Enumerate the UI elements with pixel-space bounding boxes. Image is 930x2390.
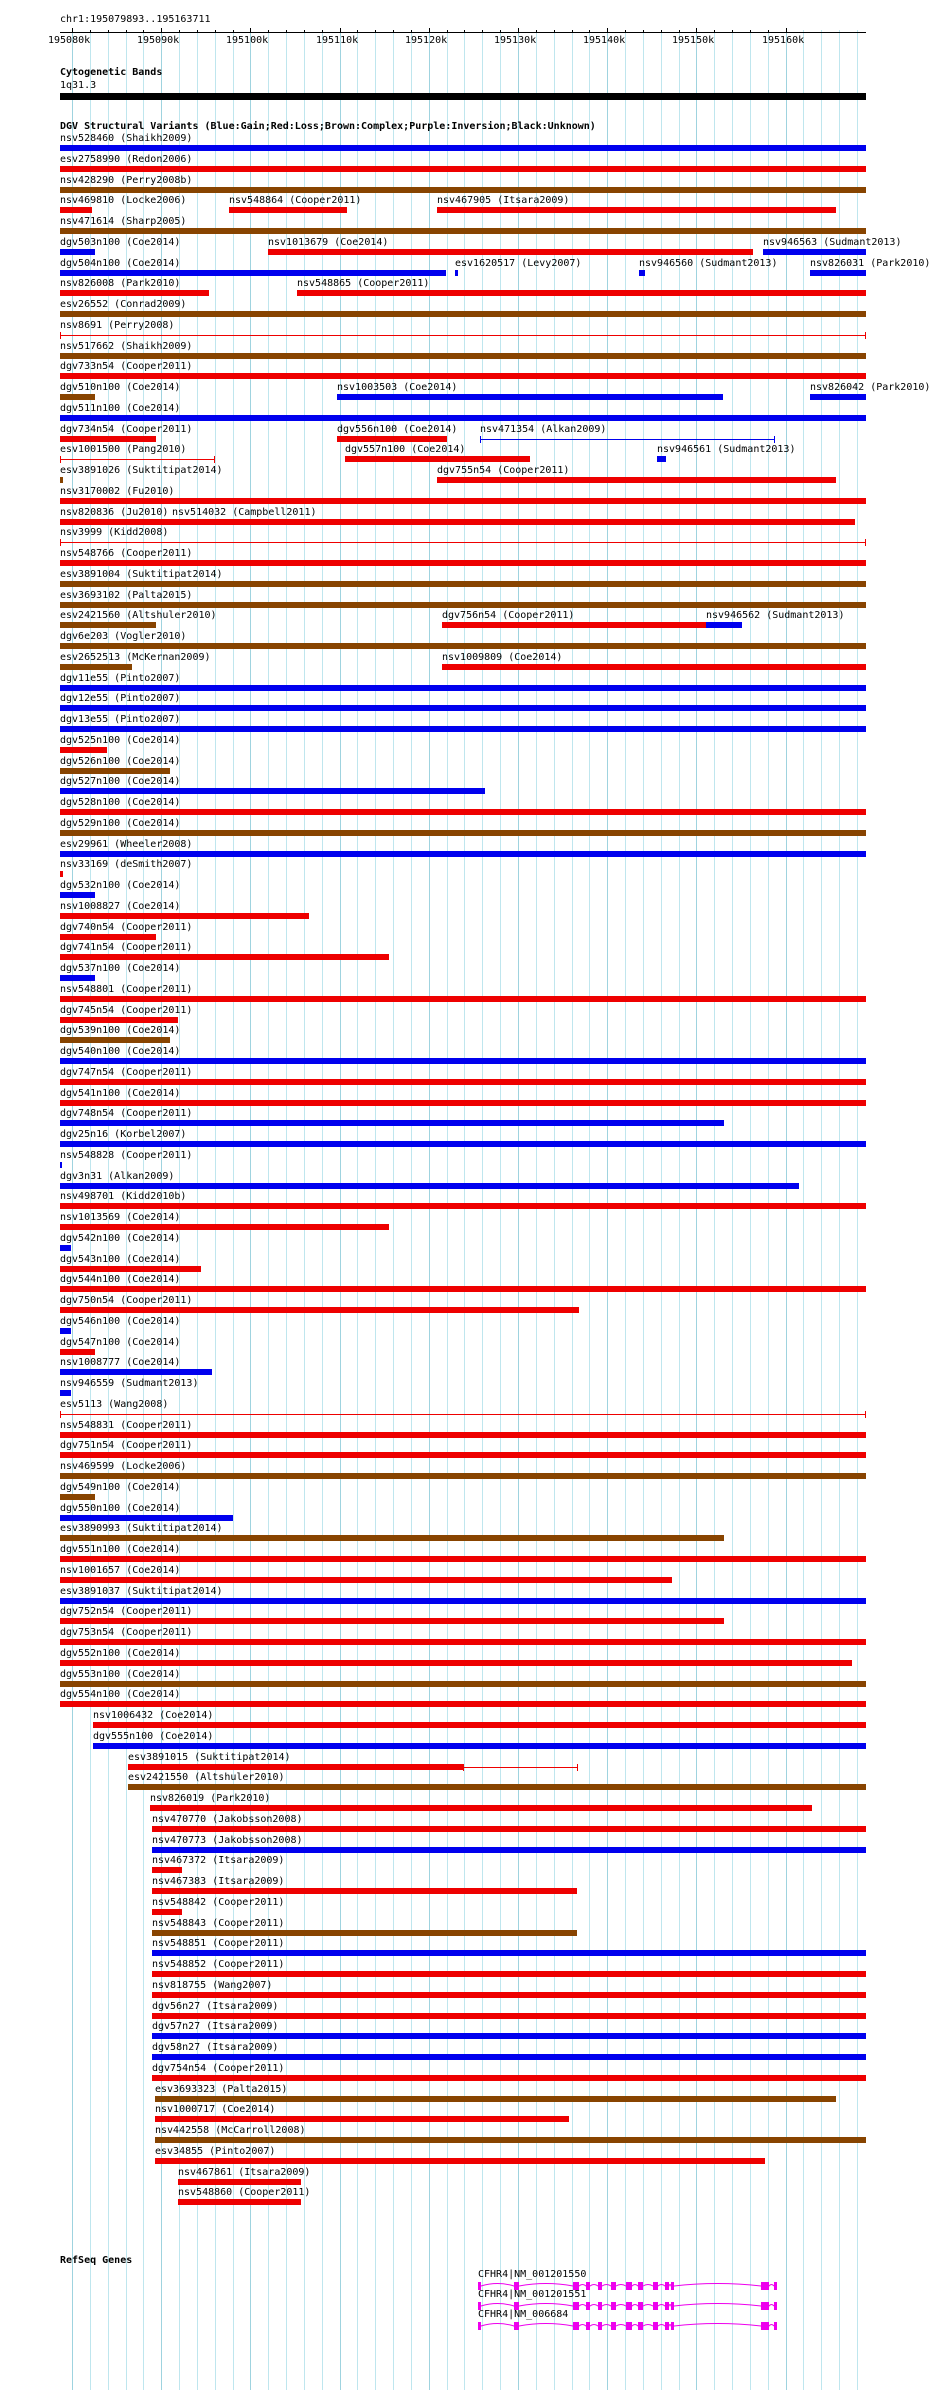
variant-label[interactable]: esv3891026 (Suktitipat2014) bbox=[60, 465, 223, 476]
variant-label[interactable]: esv3693102 (Palta2015) bbox=[60, 590, 193, 601]
variant-label[interactable]: esv29961 (Wheeler2008) bbox=[60, 839, 193, 850]
variant-label[interactable]: dgv529n100 (Coe2014) bbox=[60, 818, 181, 829]
ruler-label: 195140k bbox=[583, 35, 626, 46]
variant-label[interactable]: dgv755n54 (Cooper2011) bbox=[437, 465, 570, 476]
variant-label[interactable]: nsv946560 (Sudmant2013) bbox=[639, 258, 778, 269]
variant-label[interactable]: dgv3n31 (Alkan2009) bbox=[60, 1171, 175, 1182]
ruler-label: 195110k bbox=[316, 35, 359, 46]
variant-label[interactable]: nsv517662 (Shaikh2009) bbox=[60, 341, 193, 352]
variant-label[interactable]: nsv1008827 (Coe2014) bbox=[60, 901, 181, 912]
variant-label[interactable]: esv3693323 (Palta2015) bbox=[155, 2084, 288, 2095]
ruler-label: 195100k bbox=[226, 35, 269, 46]
variant-label[interactable]: nsv469810 (Locke2006) bbox=[60, 195, 187, 206]
position-label: chr1:195079893..195163711 bbox=[60, 14, 211, 25]
variant-label[interactable]: dgv11e55 (Pinto2007) bbox=[60, 673, 181, 684]
ruler-label: 195150k bbox=[672, 35, 715, 46]
gene-exon bbox=[573, 2302, 579, 2310]
variant-label[interactable]: nsv33169 (deSmith2007) bbox=[60, 859, 193, 870]
variant-label[interactable]: dgv525n100 (Coe2014) bbox=[60, 735, 181, 746]
gene-label[interactable]: CFHR4|NM_006684 bbox=[478, 2309, 569, 2320]
variant-label[interactable]: nsv3170002 (Fu2010) bbox=[60, 486, 175, 497]
variant-label[interactable]: dgv537n100 (Coe2014) bbox=[60, 963, 181, 974]
gene-exon bbox=[586, 2322, 590, 2330]
ruler-label: 195130k bbox=[494, 35, 537, 46]
variant-label[interactable]: nsv8691 (Perry2008) bbox=[60, 320, 175, 331]
variant-label[interactable]: nsv548864 (Cooper2011) bbox=[229, 195, 362, 206]
variant-label[interactable]: dgv528n100 (Coe2014) bbox=[60, 797, 181, 808]
variant-label[interactable]: dgv752n54 (Cooper2011) bbox=[60, 1606, 193, 1617]
variant-label[interactable]: dgv733n54 (Cooper2011) bbox=[60, 361, 193, 372]
gene-model[interactable] bbox=[478, 2320, 787, 2332]
ruler-label: 195120k bbox=[405, 35, 448, 46]
variant-label[interactable]: esv34855 (Pinto2007) bbox=[155, 2146, 276, 2157]
variant-label[interactable]: dgv552n100 (Coe2014) bbox=[60, 1648, 181, 1659]
variant-label[interactable]: dgv511n100 (Coe2014) bbox=[60, 403, 181, 414]
gene-label[interactable]: CFHR4|NM_001201550 bbox=[478, 2269, 587, 2280]
variant-label[interactable]: dgv550n100 (Coe2014) bbox=[60, 1503, 181, 1514]
variant-label[interactable]: nsv548852 (Cooper2011) bbox=[152, 1959, 285, 1970]
variant-label[interactable]: nsv471614 (Sharp2005) bbox=[60, 216, 187, 227]
variant-label[interactable]: nsv467861 (Itsara2009) bbox=[178, 2167, 311, 2178]
variant-label[interactable]: dgv544n100 (Coe2014) bbox=[60, 1274, 181, 1285]
variant-label[interactable]: nsv548842 (Cooper2011) bbox=[152, 1897, 285, 1908]
variant-label[interactable]: dgv751n54 (Cooper2011) bbox=[60, 1440, 193, 1451]
variant-label[interactable]: nsv528460 (Shaikh2009) bbox=[60, 133, 193, 144]
variant-label[interactable]: nsv548860 (Cooper2011) bbox=[178, 2187, 311, 2198]
gene-exon bbox=[598, 2322, 602, 2330]
ruler-label: 195160k bbox=[762, 35, 805, 46]
variant-label[interactable]: nsv1009809 (Coe2014) bbox=[442, 652, 563, 663]
variant-label[interactable]: esv3890993 (Suktitipat2014) bbox=[60, 1523, 223, 1534]
variant-label[interactable]: nsv469599 (Locke2006) bbox=[60, 1461, 187, 1472]
ruler-label: 195090k bbox=[137, 35, 180, 46]
gene-exon bbox=[611, 2302, 616, 2310]
variant-label[interactable]: nsv1001657 (Coe2014) bbox=[60, 1565, 181, 1576]
variant-label[interactable]: dgv527n100 (Coe2014) bbox=[60, 776, 181, 787]
variant-label[interactable]: nsv1008777 (Coe2014) bbox=[60, 1357, 181, 1368]
gene-exon bbox=[774, 2302, 777, 2310]
variant-label[interactable]: dgv745n54 (Cooper2011) bbox=[60, 1005, 193, 1016]
gene-label[interactable]: CFHR4|NM_001201551 bbox=[478, 2289, 587, 2300]
variant-label[interactable]: nsv826031 (Park2010) bbox=[810, 258, 930, 269]
variant-label[interactable]: dgv504n100 (Coe2014) bbox=[60, 258, 181, 269]
gene-exon bbox=[586, 2302, 590, 2310]
variant-label[interactable]: nsv820836 (Ju2010) bbox=[60, 507, 169, 518]
variant-label[interactable]: esv3891037 (Suktitipat2014) bbox=[60, 1586, 223, 1597]
variant-label[interactable]: nsv826042 (Park2010) bbox=[810, 382, 930, 393]
variant-label[interactable]: esv2758990 (Redon2006) bbox=[60, 154, 193, 165]
variant-label[interactable]: esv2652513 (McKernan2009) bbox=[60, 652, 211, 663]
variant-label[interactable]: dgv56n27 (Itsara2009) bbox=[152, 2001, 279, 2012]
variant-label[interactable]: nsv428290 (Perry2008b) bbox=[60, 175, 193, 186]
gene-exon bbox=[761, 2302, 769, 2310]
variant-label[interactable]: dgv549n100 (Coe2014) bbox=[60, 1482, 181, 1493]
variant-label[interactable]: nsv548843 (Cooper2011) bbox=[152, 1918, 285, 1929]
variant-label[interactable]: dgv503n100 (Coe2014) bbox=[60, 237, 181, 248]
variant-label[interactable]: dgv542n100 (Coe2014) bbox=[60, 1233, 181, 1244]
variant-label[interactable]: dgv58n27 (Itsara2009) bbox=[152, 2042, 279, 2053]
variant-label[interactable]: dgv13e55 (Pinto2007) bbox=[60, 714, 181, 725]
variant-label[interactable]: dgv748n54 (Cooper2011) bbox=[60, 1108, 193, 1119]
gene-exon bbox=[611, 2322, 616, 2330]
variant-label[interactable]: nsv946559 (Sudmant2013) bbox=[60, 1378, 199, 1389]
variant-label[interactable]: nsv548831 (Cooper2011) bbox=[60, 1420, 193, 1431]
variant-label[interactable]: dgv526n100 (Coe2014) bbox=[60, 756, 181, 767]
variant-label[interactable]: nsv3999 (Kidd2008) bbox=[60, 527, 169, 538]
variant-label[interactable]: dgv740n54 (Cooper2011) bbox=[60, 922, 193, 933]
gene-exon bbox=[653, 2322, 658, 2330]
ruler-label: 195080k bbox=[48, 35, 91, 46]
variant-label[interactable]: dgv6e203 (Vogler2010) bbox=[60, 631, 187, 642]
gene-exon bbox=[586, 2282, 590, 2290]
gene-exon bbox=[671, 2322, 674, 2330]
variant-label[interactable]: nsv467905 (Itsara2009) bbox=[437, 195, 570, 206]
variant-label[interactable]: nsv826008 (Park2010) bbox=[60, 278, 181, 289]
gene-exon bbox=[626, 2302, 632, 2310]
dgv-title: DGV Structural Variants (Blue:Gain;Red:Loss;Brown:Complex;Purple:Inversion;Black:Unknown) bbox=[60, 121, 596, 132]
gene-exon bbox=[671, 2282, 674, 2290]
variant-label[interactable]: nsv1003503 (Coe2014) bbox=[337, 382, 458, 393]
variant-label[interactable]: nsv442558 (McCarroll2008) bbox=[155, 2125, 306, 2136]
gene-exon bbox=[514, 2322, 519, 2330]
gene-exon bbox=[774, 2322, 777, 2330]
refseq-title: RefSeq Genes bbox=[60, 2255, 133, 2266]
variant-label[interactable]: dgv747n54 (Cooper2011) bbox=[60, 1067, 193, 1078]
variant-label[interactable]: dgv741n54 (Cooper2011) bbox=[60, 942, 193, 953]
variant-label[interactable]: nsv946561 (Sudmant2013) bbox=[657, 444, 796, 455]
variant-label[interactable]: nsv548766 (Cooper2011) bbox=[60, 548, 193, 559]
gene-exon bbox=[671, 2302, 674, 2310]
variant-label[interactable]: nsv514032 (Campbell2011) bbox=[172, 507, 317, 518]
gene-exon bbox=[598, 2302, 602, 2310]
variant-label[interactable]: dgv750n54 (Cooper2011) bbox=[60, 1295, 193, 1306]
variant-label[interactable]: dgv734n54 (Cooper2011) bbox=[60, 424, 193, 435]
variant-label[interactable]: nsv1006432 (Coe2014) bbox=[93, 1710, 214, 1721]
variant-label[interactable]: nsv826019 (Park2010) bbox=[150, 1793, 271, 1804]
variant-label[interactable]: nsv1013679 (Coe2014) bbox=[268, 237, 389, 248]
variant-label[interactable]: nsv470773 (Jakobsson2008) bbox=[152, 1835, 303, 1846]
variant-label[interactable]: dgv556n100 (Coe2014) bbox=[337, 424, 458, 435]
cytogenetic-title: Cytogenetic Bands bbox=[60, 67, 163, 78]
variant-label[interactable]: nsv946563 (Sudmant2013) bbox=[763, 237, 902, 248]
gene-exon bbox=[653, 2302, 658, 2310]
variant-label[interactable]: esv3891004 (Suktitipat2014) bbox=[60, 569, 223, 580]
variant-label[interactable]: dgv557n100 (Coe2014) bbox=[345, 444, 466, 455]
variant-label[interactable]: dgv756n54 (Cooper2011) bbox=[442, 610, 575, 621]
variant-label[interactable]: nsv946562 (Sudmant2013) bbox=[706, 610, 845, 621]
variant-label[interactable]: nsv467372 (Itsara2009) bbox=[152, 1855, 285, 1866]
variant-label[interactable]: dgv541n100 (Coe2014) bbox=[60, 1088, 181, 1099]
variant-label[interactable]: dgv543n100 (Coe2014) bbox=[60, 1254, 181, 1265]
variant-label[interactable]: esv5113 (Wang2008) bbox=[60, 1399, 169, 1410]
variant-label[interactable]: nsv471354 (Alkan2009) bbox=[480, 424, 607, 435]
gene-exon bbox=[638, 2302, 643, 2310]
gene-exon bbox=[478, 2322, 481, 2330]
variant-label[interactable]: esv1001500 (Pang2010) bbox=[60, 444, 187, 455]
variant-label[interactable]: dgv753n54 (Cooper2011) bbox=[60, 1627, 193, 1638]
gene-exon bbox=[761, 2282, 769, 2290]
gene-exon bbox=[598, 2282, 602, 2290]
gene-exon bbox=[653, 2282, 658, 2290]
variant-label[interactable]: dgv540n100 (Coe2014) bbox=[60, 1046, 181, 1057]
gene-exon bbox=[626, 2322, 632, 2330]
gene-exon bbox=[573, 2322, 579, 2330]
variant-label[interactable]: dgv547n100 (Coe2014) bbox=[60, 1337, 181, 1348]
variant-label[interactable]: dgv12e55 (Pinto2007) bbox=[60, 693, 181, 704]
gene-exon bbox=[665, 2282, 669, 2290]
gene-exon bbox=[611, 2282, 616, 2290]
variant-label[interactable]: dgv554n100 (Coe2014) bbox=[60, 1689, 181, 1700]
variant-label[interactable]: dgv555n100 (Coe2014) bbox=[93, 1731, 214, 1742]
variant-label[interactable]: nsv467383 (Itsara2009) bbox=[152, 1876, 285, 1887]
variant-label[interactable]: dgv57n27 (Itsara2009) bbox=[152, 2021, 279, 2032]
gene-exon bbox=[665, 2322, 669, 2330]
variant-label[interactable]: esv1620517 (Levy2007) bbox=[455, 258, 582, 269]
gene-exon bbox=[638, 2282, 643, 2290]
gene-exon bbox=[638, 2322, 643, 2330]
variant-label[interactable]: esv2421560 (Altshuler2010) bbox=[60, 610, 217, 621]
variant-label[interactable]: dgv25n16 (Korbel2007) bbox=[60, 1129, 187, 1140]
variant-label[interactable]: nsv498701 (Kidd2010b) bbox=[60, 1191, 187, 1202]
variant-label[interactable]: esv3891015 (Suktitipat2014) bbox=[128, 1752, 291, 1763]
variant-label[interactable]: dgv532n100 (Coe2014) bbox=[60, 880, 181, 891]
variant-label[interactable]: esv26552 (Conrad2009) bbox=[60, 299, 187, 310]
variant-label[interactable]: dgv551n100 (Coe2014) bbox=[60, 1544, 181, 1555]
gene-exon bbox=[761, 2322, 769, 2330]
variant-label[interactable]: dgv539n100 (Coe2014) bbox=[60, 1025, 181, 1036]
gene-exon bbox=[665, 2302, 669, 2310]
variant-label[interactable]: esv2421550 (Altshuler2010) bbox=[128, 1772, 285, 1783]
variant-label[interactable]: nsv548851 (Cooper2011) bbox=[152, 1938, 285, 1949]
variant-label[interactable]: nsv1000717 (Coe2014) bbox=[155, 2104, 276, 2115]
variant-label[interactable]: nsv818755 (Wang2007) bbox=[152, 1980, 273, 1991]
variant-label[interactable]: nsv548801 (Cooper2011) bbox=[60, 984, 193, 995]
variant-label[interactable]: nsv548828 (Cooper2011) bbox=[60, 1150, 193, 1161]
variant-label[interactable]: dgv553n100 (Coe2014) bbox=[60, 1669, 181, 1680]
variant-label[interactable]: nsv1013569 (Coe2014) bbox=[60, 1212, 181, 1223]
variant-label[interactable]: dgv754n54 (Cooper2011) bbox=[152, 2063, 285, 2074]
gene-exon bbox=[774, 2282, 777, 2290]
variant-label[interactable]: nsv470770 (Jakobsson2008) bbox=[152, 1814, 303, 1825]
variant-label[interactable]: dgv546n100 (Coe2014) bbox=[60, 1316, 181, 1327]
variant-label[interactable]: nsv548865 (Cooper2011) bbox=[297, 278, 430, 289]
gene-exon bbox=[626, 2282, 632, 2290]
variant-label[interactable]: dgv510n100 (Coe2014) bbox=[60, 382, 181, 393]
band-label: 1q31.3 bbox=[60, 80, 97, 91]
